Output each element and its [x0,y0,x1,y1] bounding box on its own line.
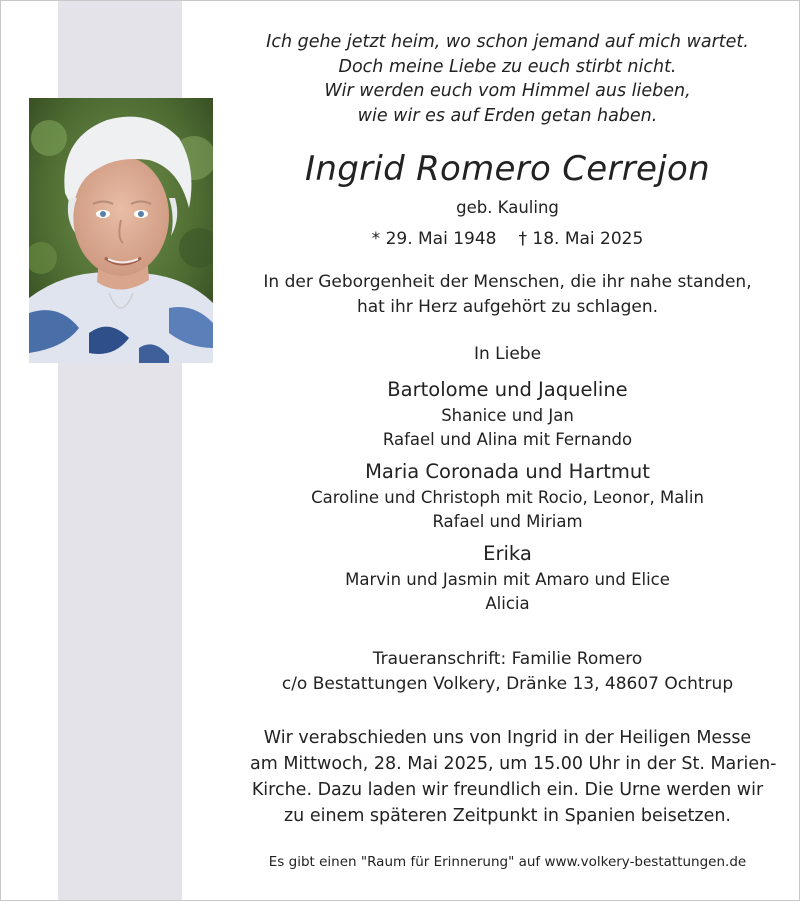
portrait-photo [29,98,213,363]
life-dates [250,227,765,251]
family-group [250,376,765,452]
service-line: Kirche. Dazu laden wir freundlich ein. Die Urne werden wir [251,780,764,800]
family-head: Maria Coronada und Hartmut [365,460,650,483]
service-line: zu einem späteren Zeitpunkt in Spanien beisetzen. [284,806,731,826]
family-group [250,458,765,534]
family-member: Marvin und Jasmin mit Amaro und Elice [345,570,670,589]
address-line: c/o Bestattungen Volkery, Dränke 13, 48607 Ochtrup [281,674,734,694]
family-member: Rafael und Miriam [432,512,583,531]
deceased-name: Ingrid Romero Cerrejon [305,149,710,189]
service-info [250,725,777,829]
in-liebe-label: In Liebe [473,344,542,364]
family-list [250,376,765,616]
family-head: Bartolome und Jaqueline [387,378,628,401]
family-group [250,540,765,616]
intro-line: hat ihr Herz aufgehört zu schlagen. [356,297,659,317]
mourning-address [250,647,765,697]
service-line: Wir verabschieden uns von Ingrid in der Heiligen Messe [263,728,752,748]
memorial-website-note: Es gibt einen "Raum für Erinnerung" auf www.volkery-bestattungen.de [268,854,747,870]
family-head: Erika [483,542,532,565]
poem [250,30,765,128]
poem-line: Ich gehe jetzt heim, wo schon jemand auf mich wartet. [266,32,749,52]
address-line: Traueranschrift: Familie Romero [372,649,643,669]
intro-line: In der Geborgenheit der Menschen, die ihr nahe standen, [263,272,752,292]
death-date: † 18. Mai 2025 [518,229,644,249]
family-member: Alicia [485,594,530,613]
poem-line: Wir werden euch vom Himmel aus lieben, [324,81,691,101]
family-member: Rafael und Alina mit Fernando [382,430,633,449]
poem-line: Doch meine Liebe zu euch stirbt nicht. [338,56,677,77]
intro-text [250,270,765,320]
family-member: Shanice und Jan [441,406,574,425]
birth-date: * 29. Mai 1948 [371,229,497,249]
service-line: am Mittwoch, 28. Mai 2025, um 15.00 Uhr in der St. Marien- [250,754,777,774]
family-member: Caroline und Christoph mit Rocio, Leonor, Malin [311,488,704,507]
poem-line: wie wir es auf Erden getan haben. [357,105,658,126]
birth-name: geb. Kauling [456,198,559,217]
